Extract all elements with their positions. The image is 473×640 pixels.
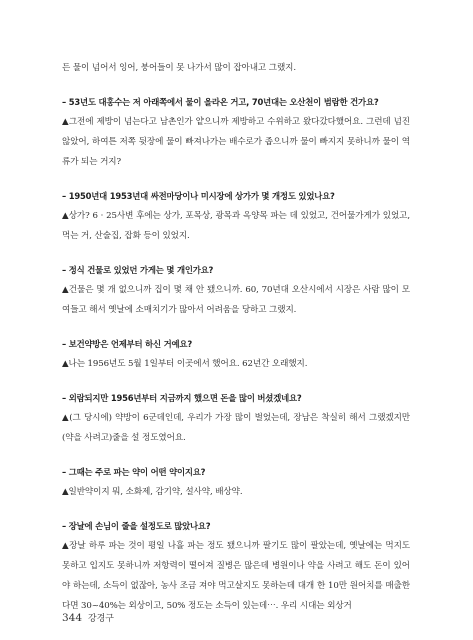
answer: ▲일반약이지 뭐, 소화제, 감기약, 설사약, 배상약. (62, 487, 243, 497)
document-body (62, 58, 410, 616)
qa-block-3 (62, 260, 410, 320)
footer-title: 강경구 (87, 614, 115, 624)
question: – 정식 건물로 있었던 가게는 몇 개인가요? (62, 265, 214, 275)
answer: ▲그전에 제방이 넘는다고 남촌인가 얕으니까 제방하고 수위하고 왔다갔다했어요. 그런데 넘진 않았어, 하여튼 저쪽 뒷장에 물이 빠져나가는 배수로가 좁으니까 물이 빠지지 못하니까 물이 역류가 되는 거지? (62, 117, 410, 167)
answer: ▲나는 1956년도 5월 1일부터 이곳에서 했어요. 62년간 오래했지. (62, 359, 308, 369)
qa-block-2 (62, 186, 410, 246)
qa-block-7 (62, 516, 410, 616)
question: – 53년도 대홍수는 저 아래쪽에서 물이 올라온 거고, 70년대는 오산천이 범람한 건가요? (62, 97, 379, 107)
question: – 1950년대 1953년대 싸전마당이나 미시장에 상가가 몇 개정도 있었나요? (62, 191, 335, 201)
answer: ▲건물은 몇 개 없으니까 집이 몇 채 안 됐으니까. 60, 70년대 오산시에서 시장은 사람 많이 모여들고 해서 옛날에 소매치기가 많아서 어려움을 당하고 그랬지. (62, 285, 410, 315)
page-footer (62, 611, 114, 624)
page-number: 344 (62, 612, 83, 624)
qa-block-1 (62, 92, 410, 172)
answer: ▲(그 당시에) 약방이 6군데인데, 우리가 가장 많이 벌었는데, 장남은 착실히 해서 그랬겠지만 (약을 사려고)줄을 설 정도였어요. (62, 413, 410, 443)
question: – 그때는 주로 파는 약이 어떤 약이지요? (62, 467, 206, 477)
qa-block-5 (62, 388, 410, 448)
answer: ▲상가? 6 · 25사변 후에는 상가, 포목상, 광목과 옥양목 파는 데 있었고, 건어물가게가 있었고, 먹는 거, 산술집, 잡화 등이 있었지. (62, 211, 410, 241)
answer: ▲장날 하루 파는 것이 평일 나흘 파는 정도 됐으니까 팔기도 많이 팔았는데, 옛날에는 먹지도 못하고 입지도 못하니까 저항력이 떨어져 질병은 많은데 병원이나 약을 사려고 해도 돈이 있어야 하는데, 소득이 없잖아, 농사 조금 져야 먹고살지도 못하는데 대개 한 10만 원어치를 매출한다면 30~40%는 외상이고, 50% 정도는 소득이 있는데⋯. 우리 시대는 외상거 (62, 541, 410, 611)
qa-block-4 (62, 334, 410, 374)
question: – 보건약방은 언제부터 하신 거예요? (62, 339, 192, 349)
question: – 외람되지만 1956년부터 지금까지 했으면 돈을 많이 버셨겠네요? (62, 393, 302, 403)
question: – 장날에 손님이 줄을 설정도로 많았나요? (62, 521, 211, 531)
intro-paragraph: 든 물이 넘어서 잉어, 붕어들이 못 나가서 많이 잡아내고 그랬지. (62, 63, 296, 73)
qa-block-6 (62, 462, 410, 502)
